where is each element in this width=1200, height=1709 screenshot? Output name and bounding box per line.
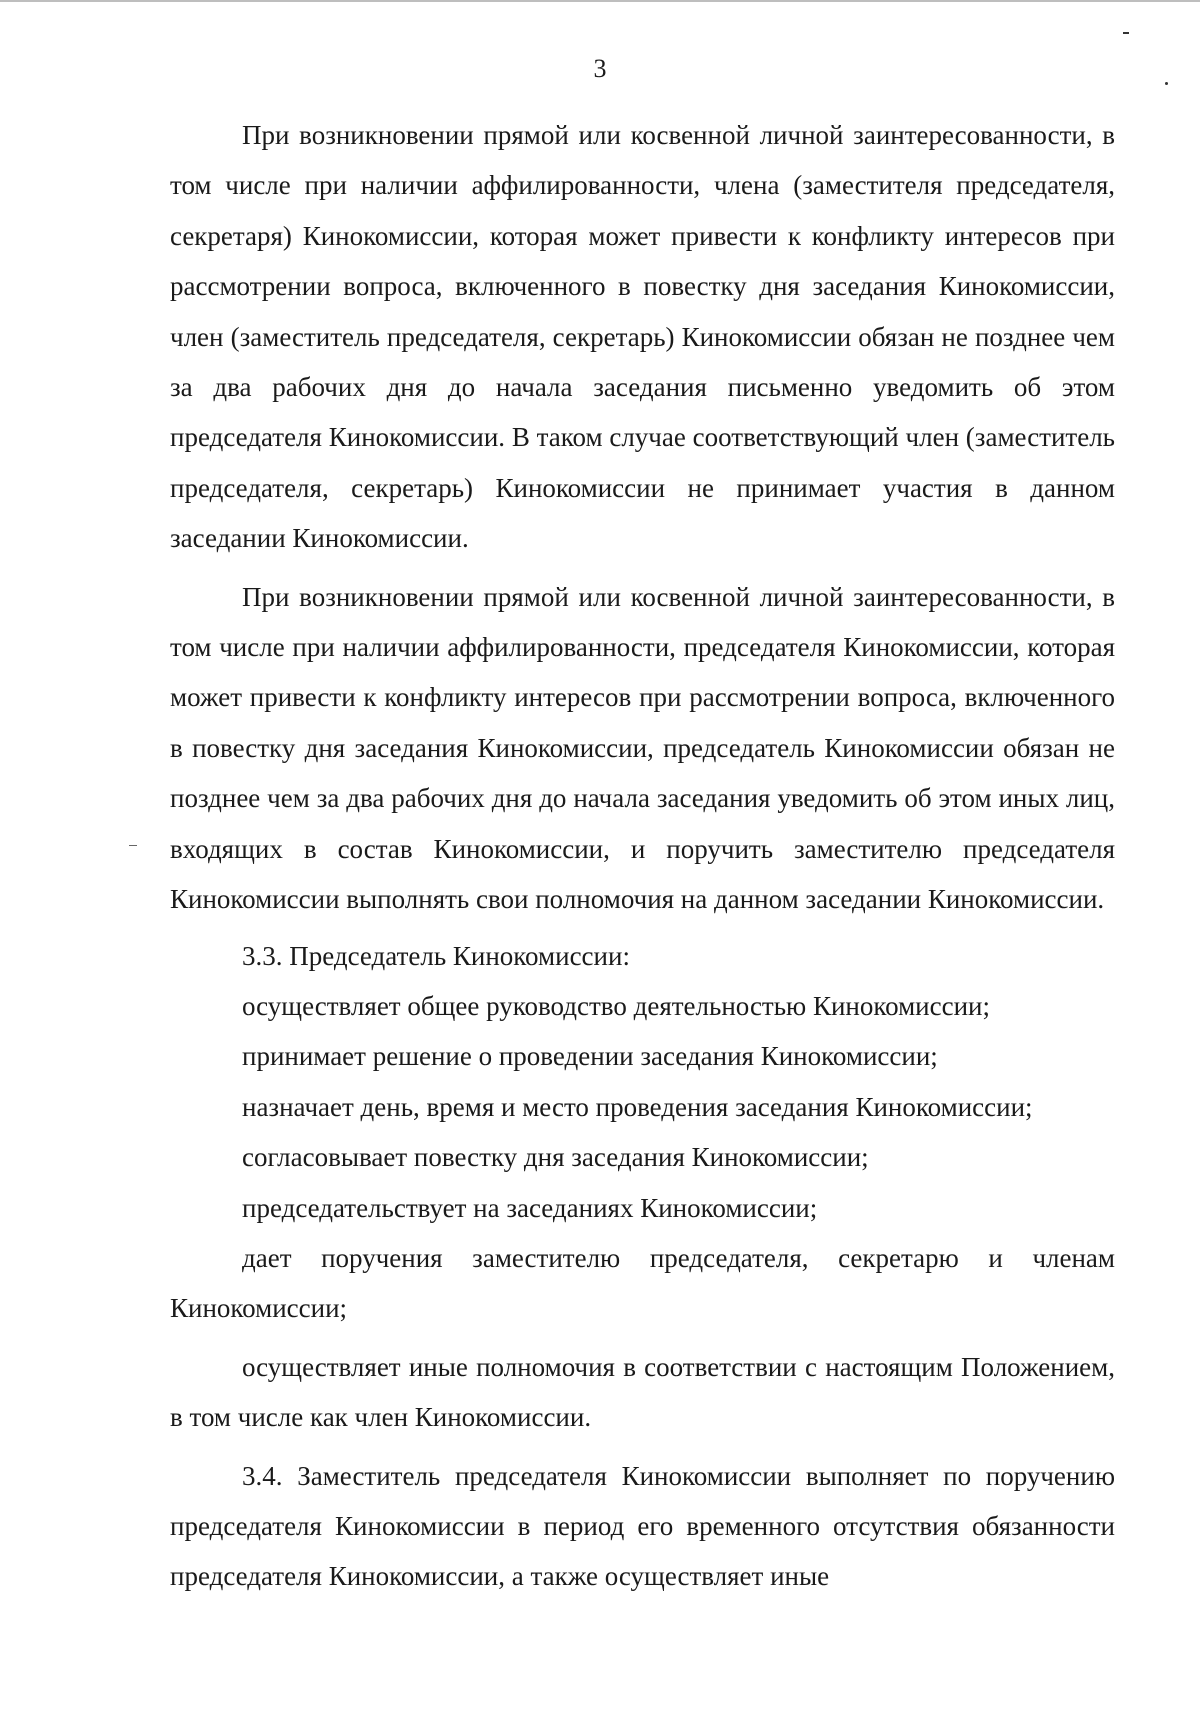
list-item: осуществляет иные полномочия в соответствии с настоящим Положением, в том числе как член Кинокомиссии.: [170, 1351, 1115, 1433]
chairman-duties-list: [170, 981, 1115, 1443]
scan-top-edge: [0, 0, 1200, 2]
list-item: согласовывает повестку дня заседания Кинокомиссии;: [242, 1142, 869, 1173]
list-item: осуществляет общее руководство деятельностью Кинокомиссии;: [242, 990, 990, 1021]
list-item: председательствует на заседаниях Кинокомиссии;: [242, 1192, 818, 1223]
list-item: дает поручения заместителю председателя, секретарю и членам Кинокомиссии;: [170, 1242, 1115, 1324]
page-number: 3: [593, 54, 607, 83]
scan-speck: [129, 845, 137, 846]
section-3-4-paragraph: 3.4. Заместитель председателя Кинокомиссии выполняет по поручению председателя Кинокомиссии в период его временного отсутствия обязанности председателя Кинокомиссии, а также осуществляет иные: [170, 1460, 1115, 1592]
paragraph-conflict-chairman: При возникновении прямой или косвенной личной заинтересованности, в том числе при наличии аффилированности, председателя Кинокомиссии, которая может привести к конфликту интересов при рассмотрении вопроса, включенного в повестку дня заседания Кинокомиссии, председатель Кинокомиссии обязан не позднее чем за два рабочих дня до начала заседания уведомить об этом иных лиц, входящих в состав Кинокомиссии, и поручить заместителю председателя Кинокомиссии выполнять свои полномочия на данном заседании Кинокомиссии.: [170, 581, 1115, 915]
section-3-3-heading: 3.3. Председатель Кинокомиссии:: [242, 940, 630, 971]
list-item: назначает день, время и место проведения заседания Кинокомиссии;: [242, 1091, 1033, 1122]
list-item: принимает решение о проведении заседания Кинокомиссии;: [242, 1041, 938, 1072]
document-body: [170, 110, 1115, 1602]
scan-speck: [1123, 32, 1129, 34]
paragraph-conflict-member: При возникновении прямой или косвенной личной заинтересованности, в том числе при наличии аффилированности, члена (заместителя председателя, секретаря) Кинокомиссии, которая может привести к конфликту интересов при рассмотрении вопроса, включенного в повестку дня заседания Кинокомиссии, член (заместитель председателя, секретарь) Кинокомиссии обязан не позднее чем за два рабочих дня до начала заседания письменно уведомить об этом председателя Кинокомиссии. В таком случае соответствующий член (заместитель председателя, секретарь) Кинокомиссии не принимает участия в данном заседании Кинокомиссии.: [170, 120, 1115, 554]
